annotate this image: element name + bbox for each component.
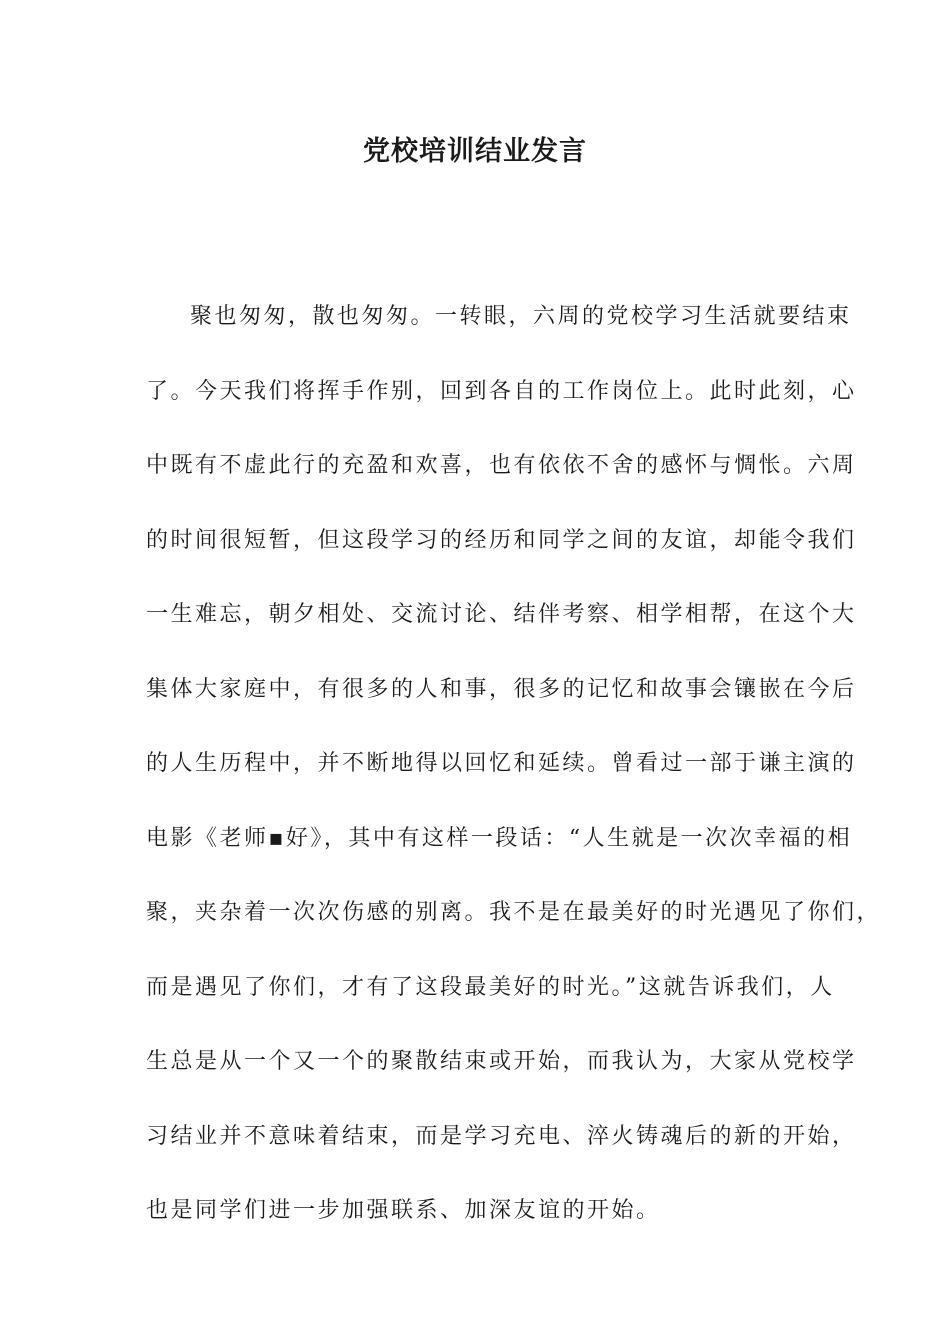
paragraph-line: 中既有不虚此行的充盈和欢喜，也有依依不舍的感怀与惆怅。六周 [146, 453, 857, 478]
paragraph-line: 聚，夹杂着一次次伤感的别离。我不是在最美好的时光遇见了你们， [146, 900, 882, 925]
document-title: 党校培训结业发言 [363, 136, 587, 167]
paragraph-line: 了。今天我们将挥手作别，回到各自的工作岗位上。此时此刻，心 [146, 378, 857, 404]
paragraph-line: 的时间很短暂，但这段学习的经历和同学之间的友谊，却能令我们 [146, 527, 857, 553]
paragraph-line: 生总是从一个又一个的聚散结束或开始，而我认为，大家从党校学 [146, 1049, 857, 1074]
paragraph-line: 而是遇见了你们，才有了这段最美好的时光。”这就告诉我们，人 [146, 974, 835, 1000]
speech-paragraph [146, 280, 882, 1249]
paragraph-line: 聚也匆匆，散也匆匆。一转眼，六周的党校学习生活就要结束 [190, 304, 852, 329]
paragraph-line: 也是同学们进一步加强联系、加深友谊的开始。 [146, 1198, 661, 1223]
paragraph-line: 电影《老师▪好》，其中有这样一段话：“人生就是一次次幸福的相 [146, 825, 853, 851]
paragraph-line: 习结业并不意味着结束，而是学习充电、淬火铸魂后的新的开始， [146, 1123, 857, 1149]
paragraph-line: 集体大家庭中，有很多的人和事，很多的记忆和故事会镶嵌在今后 [146, 676, 857, 702]
paragraph-line: 的人生历程中，并不断地得以回忆和延续。曾看过一部于谦主演的 [146, 751, 857, 776]
paragraph-line: 一生难忘，朝夕相处、交流讨论、结伴考察、相学相帮，在这个大 [146, 602, 857, 627]
